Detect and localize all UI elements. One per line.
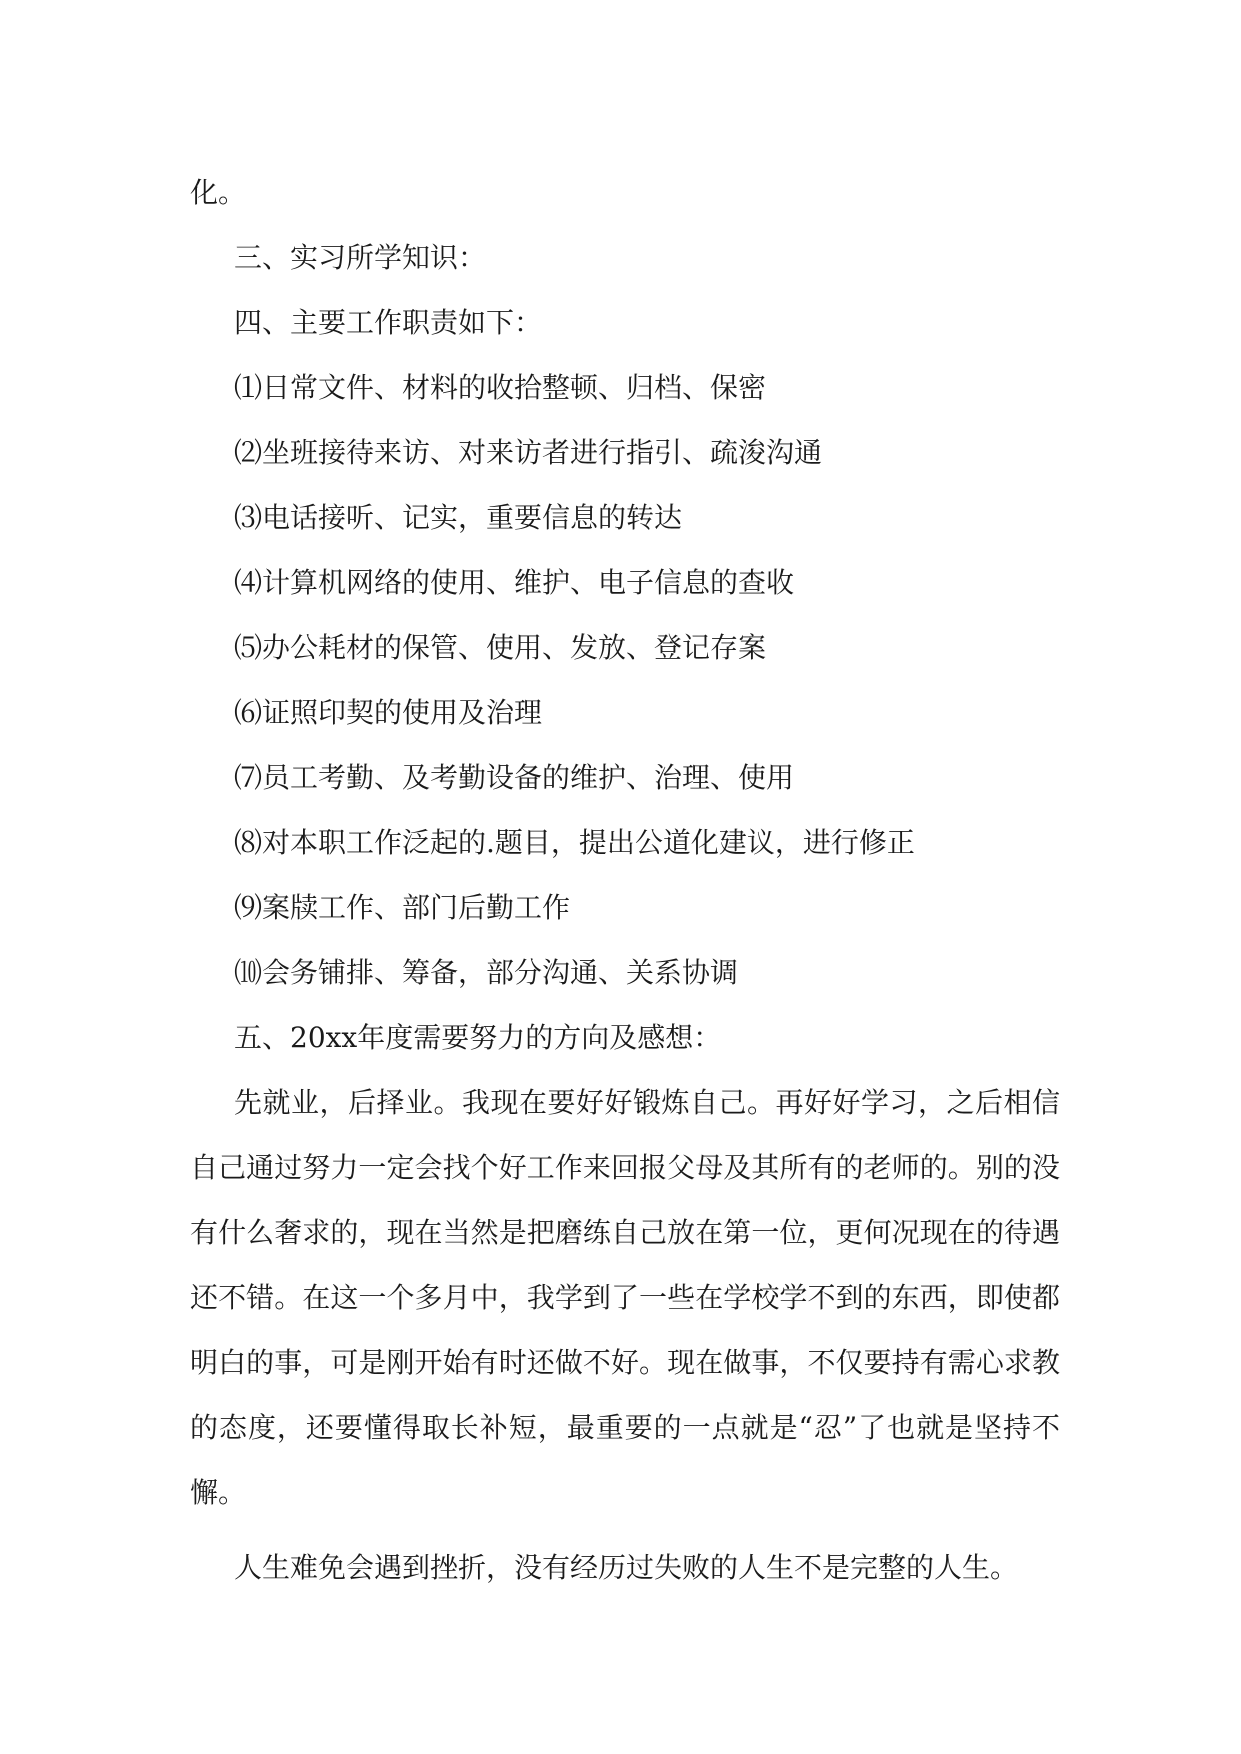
duty-item-1: ⑴日常文件、材料的收拾整顿、归档、保密 xyxy=(234,371,767,404)
section-heading-3: 三、实习所学知识： xyxy=(234,241,487,274)
duty-item-8: ⑻对本职工作泛起的.题目，提出公道化建议，进行修正 xyxy=(234,826,915,859)
duty-item-6: ⑹证照印契的使用及治理 xyxy=(234,696,543,729)
duty-item-4: ⑷计算机网络的使用、维护、电子信息的查收 xyxy=(234,566,795,599)
duty-item-10: ⑽会务铺排、筹备，部分沟通、关系协调 xyxy=(234,956,739,989)
duty-item-3: ⑶电话接听、记实，重要信息的转达 xyxy=(234,501,683,534)
body-paragraph-1: 先就业，后择业。我现在要好好锻炼自己。再好好学习，之后相信自己通过努力一定会找个好工作来回报父母及其所有的老师的。别的没有什么奢求的，现在当然是把磨练自己放在第一位，更何况现在的待遇还不错。在这一个多月中，我学到了一些在学校学不到的东西，即使都明白的事，可是刚开始有时还做不好。现在做事，不仅要持有需心求教的态度，还要懂得取长补短，最重要的一点就是“忍”了也就是坚持不懈。 xyxy=(190,1086,1060,1509)
section-heading-4: 四、主要工作职责如下： xyxy=(234,306,543,339)
continuation-text: 化。 xyxy=(190,176,247,209)
duty-item-9: ⑼案牍工作、部门后勤工作 xyxy=(234,891,571,924)
duty-item-7: ⑺员工考勤、及考勤设备的维护、治理、使用 xyxy=(234,761,795,794)
duty-item-5: ⑸办公耗材的保管、使用、发放、登记存案 xyxy=(234,631,767,664)
duty-item-2: ⑵坐班接待来访、对来访者进行指引、疏浚沟通 xyxy=(234,436,823,469)
section-heading-5: 五、20xx年度需要努力的方向及感想： xyxy=(234,1021,722,1054)
body-paragraph-2: 人生难免会遇到挫折，没有经历过失败的人生不是完整的人生。 xyxy=(234,1551,1019,1584)
document-body xyxy=(190,160,1060,1600)
